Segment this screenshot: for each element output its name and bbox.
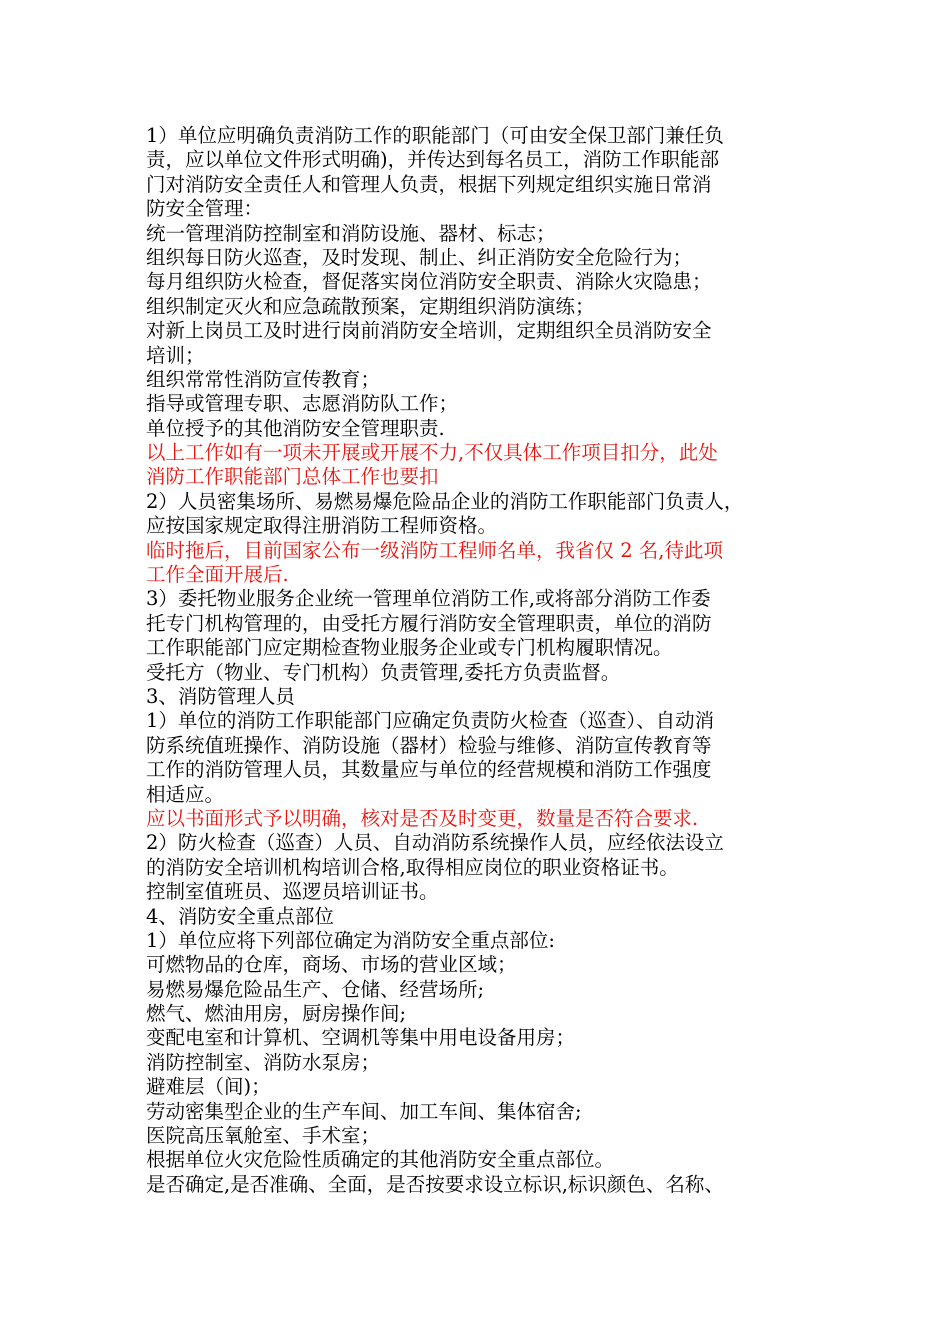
- text-line: 统一管理消防控制室和消防设施、器材、标志；: [146, 221, 556, 245]
- text-line: 责，应以单位文件形式明确)，并传达到每名员工，消防工作职能部: [146, 148, 720, 172]
- text-line: 1）单位应将下列部位确定为消防安全重点部位:: [146, 928, 555, 952]
- text-line: 医院高压氧舱室、手术室；: [146, 1124, 381, 1148]
- text-line: 是否确定,是否准确、全面，是否按要求设立标识,标识颜色、名称、: [146, 1172, 724, 1196]
- highlighted-note-line: 应以书面形式予以明确，核对是否及时变更，数量是否符合要求.: [146, 806, 699, 830]
- text-line: 3）委托物业服务企业统一管理单位消防工作,或将部分消防工作委: [146, 587, 711, 611]
- text-line: 指导或管理专职、志愿消防队工作；: [146, 392, 459, 416]
- text-line: 避难层（间)；: [146, 1075, 271, 1099]
- text-line: 组织制定灭火和应急疏散预案，定期组织消防演练；: [146, 294, 595, 318]
- text-line: 的消防安全培训机构培训合格,取得相应岗位的职业资格证书。: [146, 855, 679, 879]
- text-line: 单位授予的其他消防安全管理职责.: [146, 416, 445, 440]
- text-line: 易燃易爆危险品生产、仓储、经营场所;: [146, 977, 485, 1001]
- text-line: 控制室值班员、巡逻员培训证书。: [146, 880, 439, 904]
- text-line: 应按国家规定取得注册消防工程师资格。: [146, 514, 498, 538]
- text-line: 劳动密集型企业的生产车间、加工车间、集体宿舍;: [146, 1099, 582, 1123]
- text-line: 组织常常性消防宣传教育；: [146, 367, 381, 391]
- text-line: 工作职能部门应定期检查物业服务企业或专门机构履职情况。: [146, 636, 673, 660]
- text-line: 防安全管理：: [146, 197, 264, 221]
- highlighted-note-line: 以上工作如有一项未开展或开展不力,不仅具体工作项目扣分，此处: [146, 441, 718, 465]
- text-line: 受托方（物业、专门机构）负责管理,委托方负责监督。: [146, 660, 621, 684]
- text-line: 1）单位应明确负责消防工作的职能部门（可由安全保卫部门兼任负: [146, 124, 724, 147]
- text-line: 3、消防管理人员: [146, 684, 295, 708]
- text-line: 燃气、燃油用房，厨房操作间;: [146, 1002, 407, 1026]
- text-line: 相适应。: [146, 782, 225, 806]
- highlighted-note-line: 临时拖后，目前国家公布一级消防工程师名单，我省仅 2 名,待此项: [146, 538, 724, 562]
- text-line: 4、消防安全重点部位: [146, 904, 334, 928]
- text-line: 1）单位的消防工作职能部门应确定负责防火检查（巡查）、自动消: [146, 709, 715, 733]
- text-line: 对新上岗员工及时进行岗前消防安全培训，定期组织全员消防安全: [146, 319, 712, 343]
- text-line: 组织每日防火巡查，及时发现、制止、纠正消防安全危险行为；: [146, 245, 693, 269]
- text-line: 消防控制室、消防水泵房；: [146, 1050, 381, 1074]
- text-line: 2）防火检查（巡查）人员、自动消防系统操作人员，应经依法设立: [146, 831, 724, 855]
- highlighted-note-line: 消防工作职能部门总体工作也要扣: [146, 465, 439, 489]
- text-line: 根据单位火灾危险性质确定的其他消防安全重点部位。: [146, 1148, 615, 1172]
- text-line: 培训；: [146, 343, 205, 367]
- text-line: 每月组织防火检查，督促落实岗位消防安全职责、消除火灾隐患；: [146, 270, 712, 294]
- text-line: 变配电室和计算机、空调机等集中用电设备用房；: [146, 1026, 576, 1050]
- text-line: 2）人员密集场所、易燃易爆危险品企业的消防工作职能部门负责人，: [146, 489, 744, 513]
- text-line: 门对消防安全责任人和管理人负责，根据下列规定组织实施日常消: [146, 172, 712, 196]
- highlighted-note-line: 工作全面开展后.: [146, 563, 289, 587]
- document-body: [146, 124, 816, 1197]
- text-line: 可燃物品的仓库，商场、市场的营业区域；: [146, 953, 517, 977]
- text-line: 托专门机构管理的，由受托方履行消防安全管理职责，单位的消防: [146, 611, 712, 635]
- text-line: 防系统值班操作、消防设施（器材）检验与维修、消防宣传教育等: [146, 733, 712, 757]
- text-line: 工作的消防管理人员，其数量应与单位的经营规模和消防工作强度: [146, 758, 712, 782]
